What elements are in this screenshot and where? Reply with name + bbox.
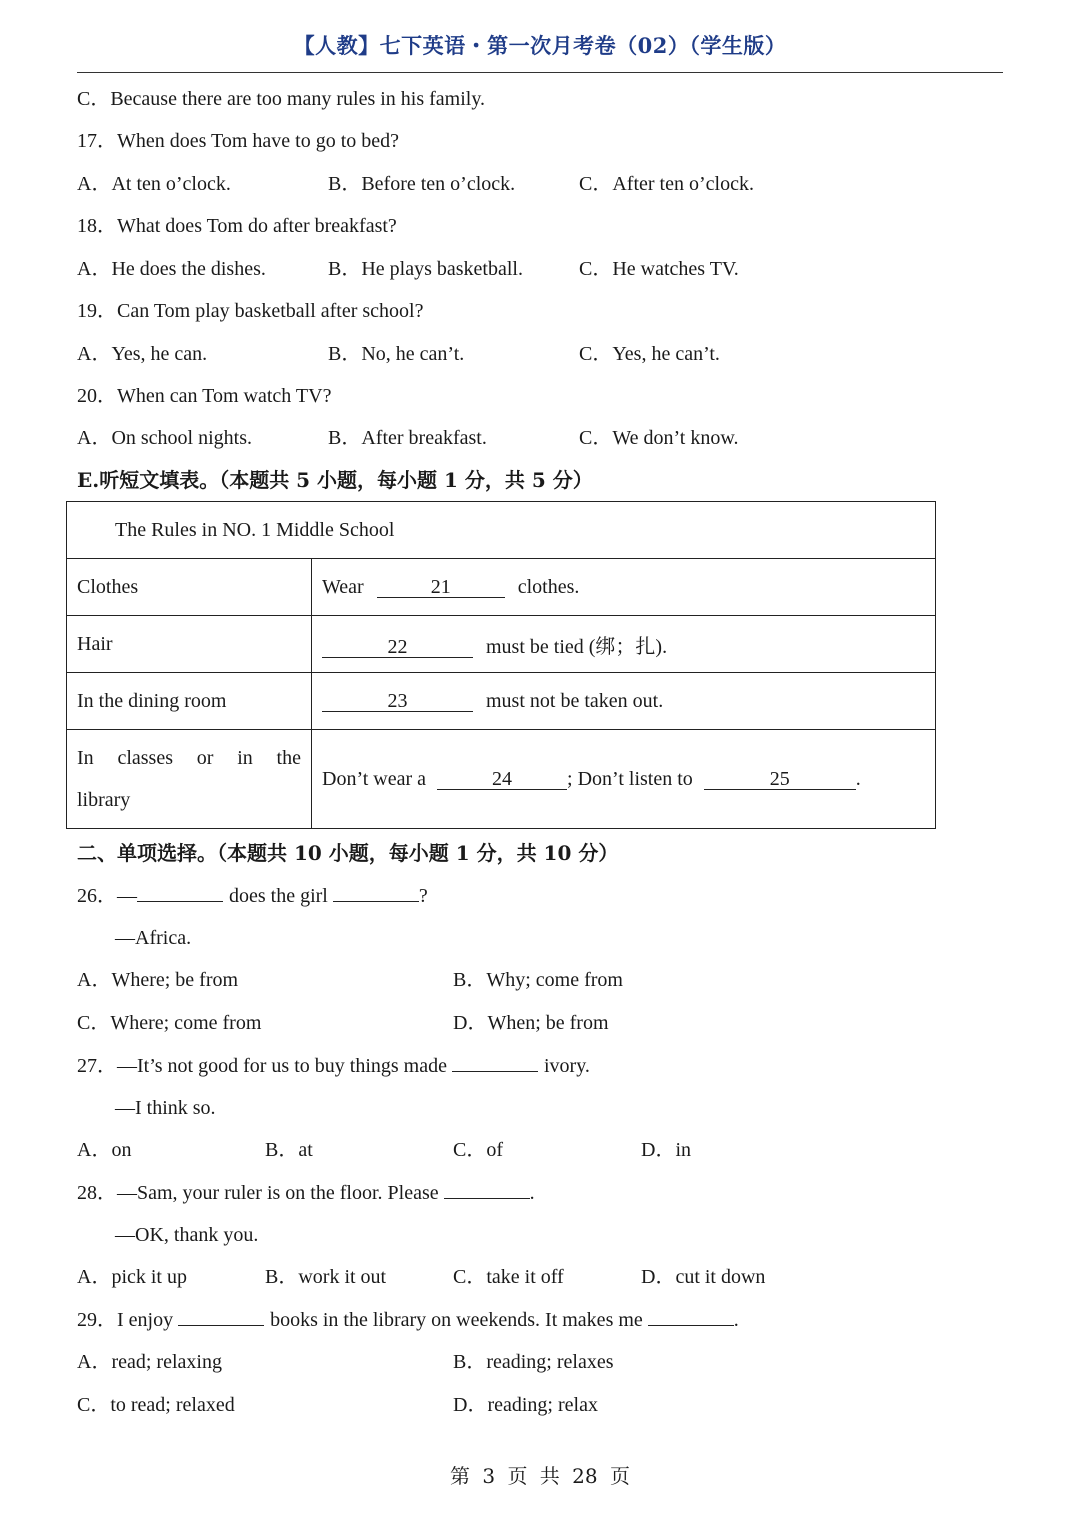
- q29-option-b: B．reading; relaxes: [453, 1351, 614, 1373]
- header-divider: [77, 72, 1003, 73]
- q27-blank[interactable]: [452, 1071, 538, 1072]
- q28-option-c: C．take it off: [453, 1266, 564, 1288]
- q26-blank-1[interactable]: [137, 901, 223, 902]
- q16-option-c: C．Because there are too many rules in his family.: [77, 88, 486, 110]
- q27-number: 27．: [77, 1055, 117, 1077]
- classes-pre-text: Don’t wear a: [322, 767, 427, 790]
- q28-option-a: A．pick it up: [77, 1266, 187, 1288]
- table-row: [67, 616, 936, 673]
- q26-answer: —Africa.: [115, 927, 192, 949]
- q20-number: 20．: [77, 385, 117, 407]
- q19-number: 19．: [77, 300, 117, 322]
- row-label-classes-library: [67, 730, 312, 829]
- hair-post-text: must be tied (绑；扎).: [486, 635, 668, 658]
- q26-blank-2[interactable]: [333, 901, 419, 902]
- q19-option-a: A．Yes, he can.: [77, 343, 208, 365]
- section-2-title: 二、单项选择。（本题共 10 小题，每小题 1 分，共 10 分）: [77, 841, 619, 865]
- q18-option-c: C．He watches TV.: [579, 258, 739, 280]
- blank-22[interactable]: 22: [322, 637, 473, 658]
- table-row: [67, 673, 936, 730]
- q26-option-a: A．Where; be from: [77, 969, 239, 991]
- q27-option-c: C．of: [453, 1139, 503, 1161]
- row-label-dining-room: In the dining room: [67, 673, 312, 730]
- q20-option-b: B．After breakfast.: [328, 427, 487, 449]
- label-line-1: In classes or in the: [77, 747, 301, 769]
- table-row: [67, 559, 936, 616]
- row-content-clothes: [312, 559, 936, 616]
- q27-option-a: A．on: [77, 1139, 132, 1161]
- q29-pre-text: I enjoy: [117, 1309, 174, 1331]
- classes-post-text: .: [855, 767, 861, 790]
- blank-23[interactable]: 23: [322, 691, 473, 712]
- q26-option-c: C．Where; come from: [77, 1012, 262, 1034]
- q28-pre-text: —Sam, your ruler is on the floor. Please: [117, 1182, 439, 1204]
- blank-25[interactable]: 25: [704, 769, 856, 790]
- q27-post-text: ivory.: [543, 1055, 590, 1077]
- q29-option-d: D．reading; relax: [453, 1394, 598, 1416]
- q29-post-text: .: [733, 1309, 739, 1331]
- q29-number: 29．: [77, 1309, 117, 1331]
- q26-post-text: ?: [418, 885, 428, 907]
- classes-mid-text: ; Don’t listen to: [567, 767, 693, 790]
- q19-text: Can Tom play basketball after school?: [117, 300, 424, 322]
- q28-option-b: B．work it out: [265, 1266, 387, 1288]
- rules-table: [66, 501, 936, 829]
- q26-option-d: D．When; be from: [453, 1012, 609, 1034]
- q17-number: 17．: [77, 130, 117, 152]
- q17-option-a: A．At ten o’clock.: [77, 173, 231, 195]
- q20-text: When can Tom watch TV?: [117, 385, 332, 407]
- q26-option-b: B．Why; come from: [453, 969, 623, 991]
- q29-option-c: C．to read; relaxed: [77, 1394, 235, 1416]
- q27-option-d: D．in: [641, 1139, 691, 1161]
- q20-stem: [77, 386, 331, 406]
- q29-blank-2[interactable]: [648, 1325, 734, 1326]
- q27-option-b: B．at: [265, 1139, 313, 1161]
- q18-text: What does Tom do after breakfast?: [117, 215, 397, 237]
- q17-option-c: C．After ten o’clock.: [579, 173, 754, 195]
- dining-post-text: must not be taken out.: [486, 689, 664, 712]
- q20-option-c: C．We don’t know.: [579, 427, 739, 449]
- q28-answer: —OK, thank you.: [115, 1224, 259, 1246]
- page-footer: 第 3 页 共 28 页: [450, 1464, 630, 1488]
- q18-option-b: B．He plays basketball.: [328, 258, 523, 280]
- q19-option-b: B．No, he can’t.: [328, 343, 465, 365]
- q28-option-d: D．cut it down: [641, 1266, 766, 1288]
- q28-stem: [77, 1183, 535, 1203]
- q29-stem: [77, 1310, 739, 1330]
- q17-text: When does Tom have to go to bed?: [117, 130, 400, 152]
- q26-number: 26．: [77, 885, 117, 907]
- q20-option-a: A．On school nights.: [77, 427, 252, 449]
- q26-dash: —: [117, 885, 137, 907]
- q29-blank-1[interactable]: [178, 1325, 264, 1326]
- q18-stem: [77, 216, 397, 236]
- table-caption: The Rules in NO. 1 Middle School: [67, 502, 936, 559]
- clothes-pre-text: Wear: [322, 575, 364, 598]
- q27-stem: [77, 1056, 590, 1076]
- q29-mid-text: books in the library on weekends. It makes me: [270, 1309, 643, 1331]
- q18-option-a: A．He does the dishes.: [77, 258, 266, 280]
- section-e-title: E.听短文填表。（本题共 5 小题，每小题 1 分，共 5 分）: [77, 468, 593, 492]
- q28-post-text: .: [529, 1182, 535, 1204]
- q28-blank[interactable]: [444, 1198, 530, 1199]
- q17-stem: [77, 131, 399, 151]
- q26-mid-text: does the girl: [229, 885, 328, 907]
- row-label-hair: Hair: [67, 616, 312, 673]
- row-content-classes-library: [312, 730, 936, 829]
- q27-answer: —I think so.: [115, 1097, 216, 1119]
- label-line-2: library: [77, 789, 131, 811]
- row-content-dining-room: [312, 673, 936, 730]
- row-content-hair: [312, 616, 936, 673]
- table-row: [67, 730, 936, 829]
- blank-24[interactable]: 24: [437, 769, 567, 790]
- row-label-clothes: Clothes: [67, 559, 312, 616]
- q17-option-b: B．Before ten o’clock.: [328, 173, 516, 195]
- clothes-post-text: clothes.: [517, 575, 580, 598]
- page-header-title: 【人教】七下英语・第一次月考卷（02）（学生版）: [293, 33, 787, 58]
- q19-stem: [77, 301, 423, 321]
- table-row: [67, 502, 936, 559]
- q27-pre-text: —It’s not good for us to buy things made: [117, 1055, 447, 1077]
- q29-option-a: A．read; relaxing: [77, 1351, 222, 1373]
- q28-number: 28．: [77, 1182, 117, 1204]
- q18-number: 18．: [77, 215, 117, 237]
- blank-21[interactable]: 21: [377, 577, 505, 598]
- q19-option-c: C．Yes, he can’t.: [579, 343, 720, 365]
- q26-stem: [77, 886, 428, 906]
